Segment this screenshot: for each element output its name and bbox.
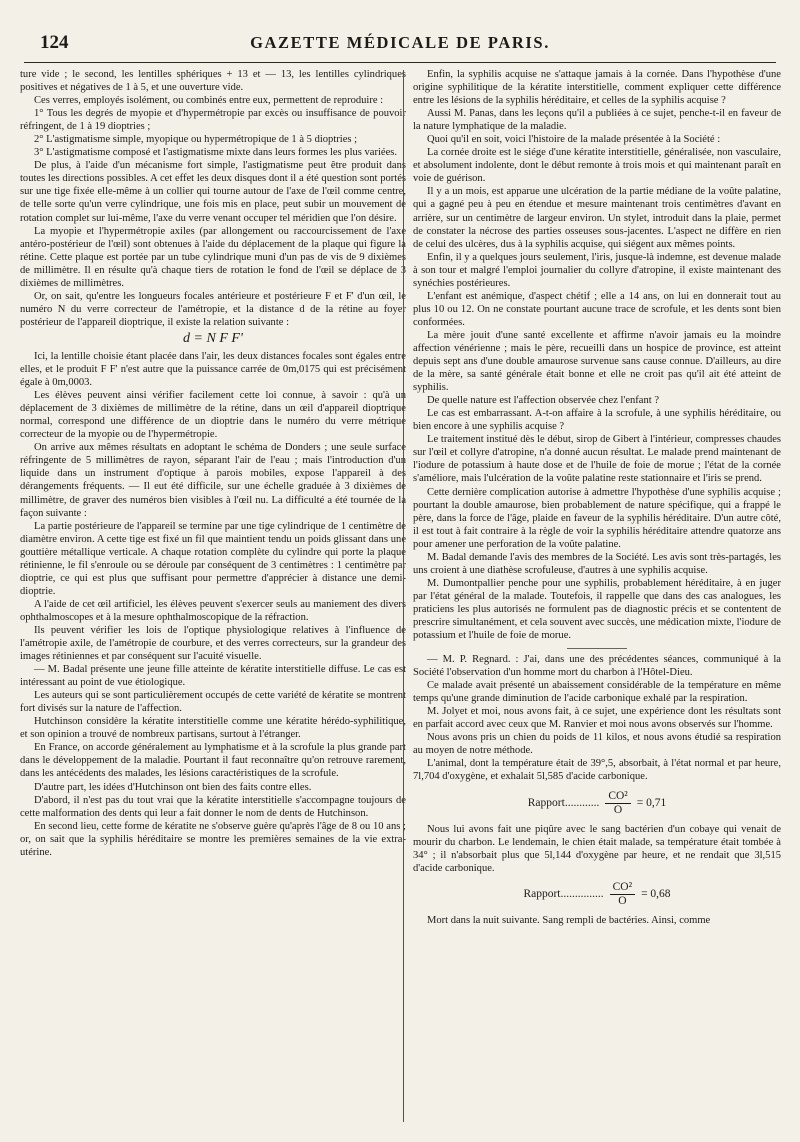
paragraph: Le traitement institué dès le début, sirop de Gibert à l'intérieur, compresses chaudes sur l'œil et collyre d'atropine, n'a donné aucun résultat. Le malade prend maintenant de l'iodure de potassium à haute dose et de l'huile de foie de morue ; l'état de la cornée s'améliore, mais l'ulcération de la voûte palatine reste stationnaire et l'iris se prend. [413,434,781,485]
journal-title: GAZETTE MÉDICALE DE PARIS. [250,33,550,52]
fraction-denominator: O [618,894,627,907]
paragraph: En second lieu, cette forme de kératite ne s'observe guère qu'après l'âge de 8 ou 10 ans ; or, on sait que la syphilis héréditaire se montre les premières semaines de la vie extra-utérine. [20,820,406,858]
right-column [413,68,781,927]
paragraph: Le cas est embarrassant. A-t-on affaire à la scrofule, à une syphilis héréditaire, ou bien encore à une syphilis acquise ? [413,408,781,433]
paragraph: Cette dernière complication autorise à admettre l'hypothèse d'une syphilis acquise ; pourtant la double amaurose, bien probablement de nature spécifique, qui a frappé le père, dans la force de l'âge, plaide en faveur de la syphilis héréditaire. D'un autre côté, il est tout à fait contraire à la règle de voir la syphilis héréditaire attendre quatorze ans pour amener une perforation de la voûte palatine. [413,486,781,550]
paragraph: Or, on sait, qu'entre les longueurs focales antérieure et postérieure F et F' d'un œil, le numéro N du verre correcteur de l'amétropie, et la distance d de la rétine au foyer postérieur de l'appareil dioptrique, il existe la relation suivante : [20,290,406,328]
paragraph: L'enfant est anémique, d'aspect chétif ; elle a 14 ans, on lui en donnerait tout au plus 10 ou 12. On ne constate pourtant aucune trace de scrofule, et les dents sont bien conformées. [413,290,781,328]
paragraph: M. Dumontpallier penche pour une syphilis, probablement héréditaire, à en juger par l'état général de la malade. Toutefois, il rappelle que dans des cas analogues, les praticiens les plus autorisés ne formulent pas de diagnostic précis et se contentent de prescrire simultanément, et cela souvent avec succès, une médication mixte, l'iodure de potassium et l'huile de foie de morue. [413,577,781,642]
paragraph: La partie postérieure de l'appareil se termine par une tige cylindrique de 1 centimètre de diamètre environ. A cette tige est fixé un fil que maintient tendu un poids glissant dans une gouttière métallique verticale. A chaque rotation complète du cylindre qui porte la plaque rétinienne, le fil s'enroule ou se déroule par conséquent de 3 centimètres : 1 centimètre par dioptrie, ce qui est plus que suffisant pour permettre d'apprécier à distance une demi-dioptrie. [20,520,406,597]
paragraph: Enfin, il y a quelques jours seulement, l'iris, jusque-là indemne, est devenue malade à son tour et malgré l'emploi journalier du collyre d'atropine, il existe maintenant des synéchies postérieures. [413,251,781,289]
ratio-label: Rapport [527,796,565,809]
paragraph: — M. P. Regnard. : J'ai, dans une des précédentes séances, communiqué à la Société l'observation d'un homme mort du charbon à l'Hôtel-Dieu. [413,654,781,679]
paragraph: Hutchinson considère la kératite interstitielle comme une kératite hérédo-syphilitique, et son opinion a trouvé de nombreux partisans, surtout à l'étranger. [20,716,406,741]
paragraph: D'abord, il n'est pas du tout vrai que la kératite interstitielle s'accompagne toujours de cette malformation des dents qui leur a fait donner le nom de dents de Hutchinson. [20,794,406,819]
formula: d = N F F' [183,330,243,346]
paragraph: 1° Tous les degrés de myopie et d'hypermétropie par excès ou insuffisance de pouvoir réfringent, de 1 à 19 dioptries ; [20,108,406,133]
paragraph: En France, on accorde généralement au lymphatisme et à la scrofule la plus grande part dans le développement de la maladie. Pourtant il faut reconnaître qu'on retrouve rarement, dans les antécédents des malades, les lésions caractéristiques de la scrofule. [20,742,406,780]
paragraph: Il y a un mois, est apparue une ulcération de la partie médiane de la voûte palatine, qui a gagné peu à peu en étendue et mesure maintenant trois centimètres d'avant en arrière, sur un centimètre de largeur environ. Un stylet, introduit dans la plaie, permet de constater la nécrose des parties osseuses sous-jacentes. L'aspect ne diffère en rien de celui des ulcères, dus à la syphilis acquise, qui siégent aux mêmes points. [413,186,781,250]
paragraph: L'animal, dont la température était de 39°,5, absorbait, à l'état normal et par heure, 7l,704 d'oxygène, et exhalait 5l,585 d'acide carbonique. [413,758,781,783]
paragraph: Ici, la lentille choisie étant placée dans l'air, les deux distances focales sont égales entre elles, et le produit F F' n'est autre que la puissance carrée de 0m,0175 qui est précisément égale à 0m,0003. [20,350,406,389]
paragraph: Enfin, la syphilis acquise ne s'attaque jamais à la cornée. Dans l'hypothèse d'une origine syphilitique de la kératite interstitielle, comment expliquer cette différence entre les lésions de la syphilis héréditaire, et celles de la syphilis acquise ? [413,69,781,107]
ratio-formula [413,790,781,817]
paragraph: Ce malade avait présenté un abaissement considérable de la température en même temps qu'une grande diminution de l'acide carbonique exhalé par la respiration. [413,680,781,705]
paragraph: On arrive aux mêmes résultats en adoptant le schéma de Donders ; une seule surface réfringente de 5 millimètres de rayon, séparant l'air de l'eau ; mais l'introduction d'un liquide dans un instrument d'optique à parois mobiles, expose l'appareil à des dérangements fréquents. — Il eut été difficile, sur une échelle graduée à 3 dixièmes de millimètre, de graver des numéros bien visibles à l'œil nu. La difficulté a été tournée de la façon suivante : [20,442,406,519]
paragraph: La myopie et l'hypermétropie axiles (par allongement ou raccourcissement de l'axe antéro-postérieur de l'œil) sont obtenues à l'aide du déplacement de la plaque qui figure la rétine. Cette plaque est portée par un tube cylindrique muni d'un pas de vis de 9 dixièmes de millimètre. Il en résulte qu'à chaque tiers de rotation le fond de l'œil se déplace de 3 dixièmes de millimètres. [20,225,406,289]
ratio-value: = 0,68 [641,887,671,900]
paragraph: La mère jouit d'une santé excellente et affirme n'avoir jamais eu la moindre affection vénérienne ; mais le père, recueilli dans un hospice de province, est atteint depuis sept ans d'une double amaurose survenue sans cause connue. D'ailleurs, au dire de la mère, sa santé générale était bonne et elle ne croit pas qu'il ait été atteint de syphilis. [413,329,781,394]
paragraph: M. Jolyet et moi, nous avons fait, à ce sujet, une expérience dont les résultats sont en parfait accord avec ceux que M. Ranvier et moi nous avons observés sur l'homme. [413,706,781,731]
paragraph: ture vide ; le second, les lentilles sphériques + 13 et — 13, les lentilles cylindriques positives et négatives de 1 à 5, et une ouverture vide. [20,69,406,94]
fraction [610,881,635,908]
column-divider [403,70,404,1122]
paragraph: Aussi M. Panas, dans les leçons qu'il a publiées à ce sujet, penche-t-il en faveur de la nature lymphatique de la maladie. [413,108,781,133]
ratio-dots: ............ [564,796,600,809]
paragraph: La cornée droite est le siége d'une kératite interstitielle, généralisée, non vasculaire, et absolument indolente, dont le début remonte à trois mois et qui maintenant paraît en voie de guérison. [413,147,781,185]
fraction [605,790,630,817]
paragraph: Nous avons pris un chien du poids de 11 kilos, et nous avons étudié sa respiration au moyen de notre méthode. [413,732,781,757]
fraction-numerator: CO² [610,881,635,895]
fraction-numerator: CO² [605,790,630,804]
ratio-label: Rapport [523,887,561,900]
fraction-denominator: O [613,803,623,816]
paragraph: Les élèves peuvent ainsi vérifier facilement cette loi connue, à savoir : qu'à un déplacement de 3 dixièmes de millimètre de la rétine, dans un œil d'appareil dioptrique normal, correspond une différence de un dioptrie dans le numéro du verre métrique correcteur de la myopie ou de l'hypermétropie. [20,390,406,441]
paragraph: Les auteurs qui se sont particulièrement occupés de cette variété de kératite se montrent fort divisés sur la nature de l'affection. [20,690,406,715]
ratio-dots: ............... [560,887,604,900]
paragraph: D'autre part, les idées d'Hutchinson ont bien des faits contre elles. [34,781,312,793]
paragraph: A l'aide de cet œil artificiel, les élèves peuvent s'exercer seuls au maniement des divers ophthalmoscopes et à la mesure ophthalmoscopique de la réfraction. [20,598,406,623]
paragraph: Nous lui avons fait une piqûre avec le sang bactérien d'un cobaye qui venait de mourir du charbon. Le lendemain, le chien était malade, sa température était tombée à 34° ; il n'absorbait plus que 5l,144 d'oxygène par heure, et ne rendait que 3l,515 d'acide carbonique. [413,823,781,874]
section-separator [567,648,627,649]
paragraph: De plus, à l'aide d'un mécanisme fort simple, l'astigmatisme peut être produit dans toutes les directions possibles. A cet effet les deux disques dont il a été question sont portés sur une tige fixée elle-même à un collier qui tourne autour de l'axe de l'œil comme centre, de telle sorte qu'un verre cylindrique, une fois mis en place, peut subir un mouvement de rotation complet sur lui-même, l'axe du verre venant occuper tel méridien que l'on désire. [20,160,406,224]
paragraph: M. Badal demande l'avis des membres de la Société. Les avis sont très-partagés, les uns croient à une diathèse scrofuleuse, d'autres à une syphilis acquise. [413,551,781,576]
ratio-formula [413,881,781,908]
paragraph: Ils peuvent vérifier les lois de l'optique physiologique relatives à l'influence de l'amétropie axile, de l'amétropie de courbure, et des verres correcteurs, sur la grandeur des images rétiniennes et par conséquent sur l'acuité visuelle. [20,624,406,663]
paragraph: Ces verres, employés isolément, ou combinés entre eux, permettent de reproduire : [34,95,384,107]
page-number: 124 [40,32,69,53]
ratio-value: = 0,71 [636,796,667,809]
paragraph: 3° L'astigmatisme composé et l'astigmatisme mixte dans leurs formes les plus variées. [34,147,398,159]
left-column [20,68,406,859]
page-header [24,32,776,63]
paragraph: — M. Badal présente une jeune fille atteinte de kératite interstitielle diffuse. Le cas est intéressant au point de vue étiologique. [20,664,406,689]
paragraph: Quoi qu'il en soit, voici l'histoire de la malade présentée à la Société : [427,134,721,146]
paragraph: De quelle nature est l'affection observée chez l'enfant ? [427,395,660,407]
paragraph: 2° L'astigmatisme simple, myopique ou hypermétropique de 1 à 5 dioptries ; [34,134,358,146]
paragraph: Mort dans la nuit suivante. Sang rempli de bactéries. Ainsi, comme [427,914,711,926]
